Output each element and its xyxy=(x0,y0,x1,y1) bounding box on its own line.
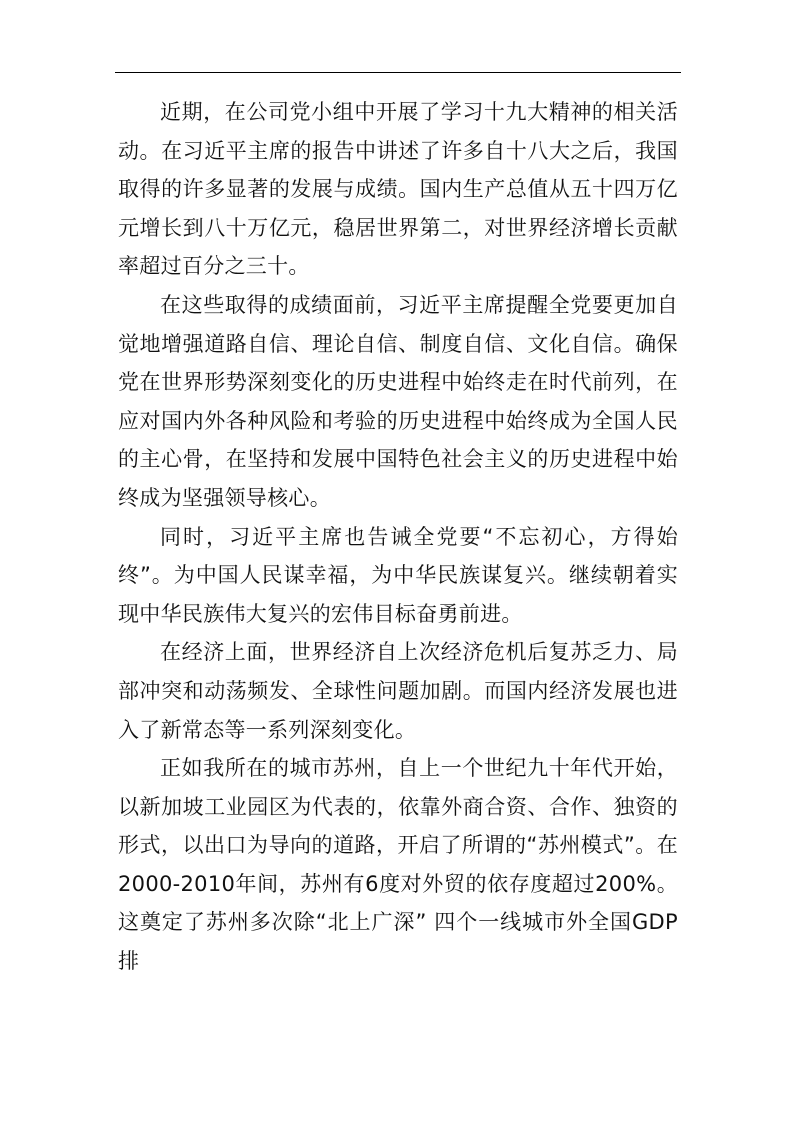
paragraph: 在这些取得的成绩面前，习近平主席提醒全党要更加自觉地增强道路自信、理论自信、制度自信、文化自信。确保党在世界形势深刻变化的历史进程中始终走在时代前列，在应对国内外各种风险和考验的历史进程中始终成为全国人民的主心骨，在坚持和发展中国特色社会主义的历史进程中始终成为坚强领导核心。 xyxy=(118,292,678,510)
document-body xyxy=(118,93,678,981)
paragraph: 同时，习近平主席也告诫全党要“不忘初心，方得始终”。为中国人民谋幸福，为中华民族谋复兴。继续朝着实现中华民族伟大复兴的宏伟目标奋勇前进。 xyxy=(118,524,678,626)
header-rule xyxy=(115,72,681,73)
paragraph: 近期，在公司党小组中开展了学习十九大精神的相关活动。在习近平主席的报告中讲述了许多自十八大之后，我国取得的许多显著的发展与成绩。国内生产总值从五十四万亿元增长到八十万亿元，稳居世界第二，对世界经济增长贡献率超过百分之三十。 xyxy=(118,100,678,279)
paragraph: 正如我所在的城市苏州，自上一个世纪九十年代开始，以新加坡工业园区为代表的，依靠外商合资、合作、独资的形式，以出口为导向的道路，开启了所谓的“苏州模式”。在2000-2010年间，苏州有6度对外贸的依存度超过200%。这奠定了苏州多次除“北上广深” 四个一线城市外全国GDP排 xyxy=(118,756,678,974)
paragraph: 在经济上面，世界经济自上次经济危机后复苏乏力、局部冲突和动荡频发、全球性问题加剧。而国内经济发展也进入了新常态等一系列深刻变化。 xyxy=(118,640,678,742)
